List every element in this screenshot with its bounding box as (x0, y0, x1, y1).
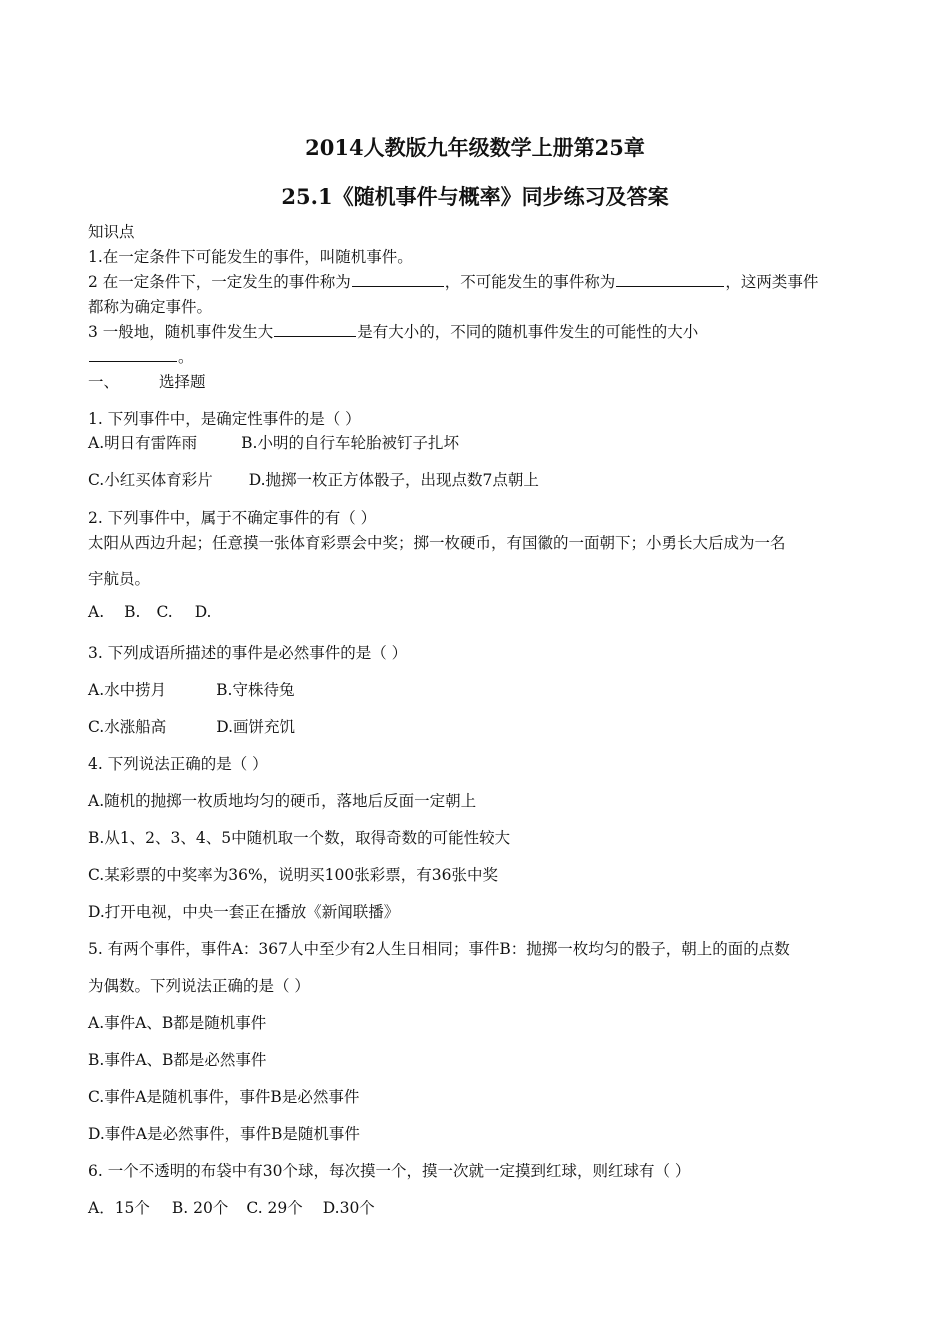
q1-option-c: C.小红买体育彩片 (88, 471, 213, 489)
kp2-text-a: 2 在一定条件下，一定发生的事件称为 (88, 273, 351, 291)
q4-option-c: C.某彩票的中奖率为36%，说明买100张彩票，有36张中奖 (88, 866, 498, 884)
doc-subtitle: 25.1《随机事件与概率》同步练习及答案 (281, 184, 669, 209)
q6-option-d: D.30个 (322, 1199, 375, 1217)
q4-option-a: A.随机的抛掷一枚质地均匀的硬币，落地后反面一定朝上 (88, 792, 477, 810)
fill-blank (89, 346, 177, 362)
kp3-text-b: 是有大小的，不同的随机事件发生的可能性的大小 (357, 323, 699, 341)
q2-option-b: B. (124, 603, 141, 621)
question-3-options-ab (88, 678, 294, 700)
q2-option-c: C. (156, 603, 173, 621)
q5-option-d: D.事件A是必然事件，事件B是随机事件 (88, 1125, 360, 1143)
q5-option-c: C.事件A是随机事件，事件B是必然事件 (88, 1088, 360, 1106)
knowledge-point-1: 1.在一定条件下可能发生的事件，叫随机事件。 (88, 248, 413, 266)
question-2-text: 太阳从西边升起；任意摸一张体育彩票会中奖；掷一枚硬币，有国徽的一面朝下；小勇长大后成为一名 (88, 534, 786, 552)
q6-option-c: C. 29个 (246, 1199, 303, 1217)
knowledge-point-2-cont: 都称为确定事件。 (88, 298, 213, 316)
knowledge-heading: 知识点 (88, 223, 135, 241)
fill-blank (352, 271, 444, 287)
question-5-cont: 为偶数。下列说法正确的是（ ） (88, 977, 310, 995)
q5-option-a: A.事件A、B都是随机事件 (88, 1014, 267, 1032)
question-3-options-cd (88, 715, 295, 737)
q3-option-d: D.画饼充饥 (216, 718, 296, 736)
question-6: 6. 一个不透明的布袋中有30个球，每次摸一个，摸一次就一定摸到红球，则红球有（ ） (88, 1162, 691, 1180)
kp3-end: 。 (178, 348, 194, 366)
q4-option-b: B.从1、2、3、4、5中随机取一个数，取得奇数的可能性较大 (88, 829, 511, 847)
question-3: 3. 下列成语所描述的事件是必然事件的是（ ） (88, 644, 408, 662)
question-2-text-cont: 宇航员。 (88, 570, 151, 588)
q2-option-a: A. (88, 603, 105, 621)
q1-option-b: B.小明的自行车轮胎被钉子扎坏 (241, 434, 459, 452)
question-1: 1. 下列事件中，是确定性事件的是（ ） (88, 410, 361, 428)
question-4: 4. 下列说法正确的是（ ） (88, 755, 268, 773)
section-number: 一、 (88, 373, 120, 391)
fill-blank (274, 321, 356, 337)
q3-option-a: A.水中捞月 (88, 681, 167, 699)
q6-option-b: B. 20个 (171, 1199, 229, 1217)
q4-option-d: D.打开电视，中央一套正在播放《新闻联播》 (88, 903, 400, 921)
knowledge-point-3-cont (88, 345, 194, 367)
question-1-options-cd (88, 468, 539, 490)
question-2-options (88, 603, 212, 621)
q2-option-d: D. (194, 603, 212, 621)
q1-option-a: A.明日有雷阵雨 (88, 434, 198, 452)
kp3-text-a: 3 一般地，随机事件发生大 (88, 323, 274, 341)
kp2-text-c: ，这两类事件 (725, 273, 819, 291)
section-title: 选择题 (159, 373, 206, 391)
q3-option-b: B.守株待兔 (216, 681, 295, 699)
q5-option-b: B.事件A、B都是必然事件 (88, 1051, 267, 1069)
knowledge-point-2 (88, 270, 818, 292)
knowledge-point-3 (88, 320, 698, 342)
kp2-text-b: ，不可能发生的事件称为 (444, 273, 616, 291)
question-5: 5. 有两个事件，事件A：367人中至少有2人生日相同；事件B：抛掷一枚均匀的骰子，朝上的面的点数 (88, 940, 790, 958)
question-6-options (88, 1196, 375, 1218)
q6-option-a: A．15个 (88, 1199, 150, 1217)
fill-blank (616, 271, 724, 287)
question-1-options-ab (88, 431, 459, 453)
doc-title: 2014人教版九年级数学上册第25章 (305, 135, 645, 160)
section-heading (88, 370, 206, 392)
question-2: 2. 下列事件中，属于不确定事件的有（ ） (88, 509, 377, 527)
q1-option-d: D.抛掷一枚正方体骰子，出现点数7点朝上 (248, 471, 539, 489)
q3-option-c: C.水涨船高 (88, 718, 167, 736)
